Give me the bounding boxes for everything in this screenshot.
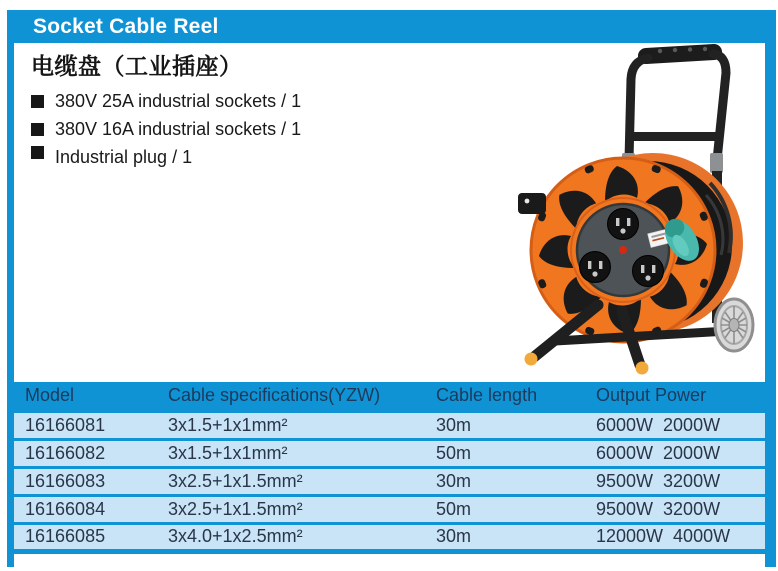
list-item: [31, 87, 301, 115]
cell-cable-length: 50m: [436, 498, 472, 519]
list-item: [31, 115, 301, 143]
column-header-cable-length: Cable length: [436, 385, 538, 406]
square-bullet-icon: [31, 95, 44, 108]
cell-output-power: 9500W 3200W: [596, 498, 721, 519]
table-row: [14, 439, 765, 467]
column-header-output-power: Output Power: [596, 385, 707, 406]
cell-output-power: 6000W 2000W: [596, 442, 721, 463]
list-item: [31, 143, 301, 171]
section-banner: [14, 10, 765, 43]
subtitle-chinese: 电缆盘（工业插座）: [31, 53, 243, 79]
cell-model: 16166083: [25, 470, 106, 491]
table-header-row: [14, 382, 765, 411]
cell-cable-length: 30m: [436, 414, 472, 435]
cell-cable-spec: 3x1.5+1x1mm²: [168, 414, 288, 435]
rear-wheel: [715, 299, 753, 351]
page-frame: [7, 10, 776, 567]
cell-output-power: 6000W 2000W: [596, 414, 721, 435]
foot-cap: [636, 362, 649, 375]
cell-cable-spec: 3x1.5+1x1mm²: [168, 442, 288, 463]
socket-outlet-icon: [580, 252, 611, 283]
cell-model: 16166085: [25, 526, 106, 546]
table-row: [14, 467, 765, 495]
cell-cable-spec: 3x2.5+1x1.5mm²: [168, 470, 303, 491]
cell-cable-length: 30m: [436, 470, 472, 491]
feature-list: [31, 87, 301, 171]
feature-label: 380V 16A industrial sockets / 1: [55, 118, 302, 139]
cell-model: 16166084: [25, 498, 106, 519]
table-row: [14, 523, 765, 551]
cell-output-power: 12000W 4000W: [596, 526, 731, 546]
cell-output-power: 9500W 3200W: [596, 470, 721, 491]
cell-cable-spec: 3x4.0+1x2.5mm²: [168, 526, 303, 546]
content-area: [14, 43, 765, 382]
spec-table: [14, 382, 765, 554]
feature-label: 380V 25A industrial sockets / 1: [55, 90, 302, 111]
socket-outlet-icon: [633, 256, 664, 287]
page-title: Socket Cable Reel: [33, 14, 219, 38]
column-header-model: Model: [25, 385, 75, 406]
cell-model: 16166082: [25, 442, 106, 463]
foot-cap: [525, 353, 538, 366]
table-row: [14, 495, 765, 523]
cell-cable-length: 30m: [436, 526, 472, 546]
column-header-cable-specifications: Cable specifications(YZW): [168, 385, 381, 406]
side-switch: [518, 193, 546, 214]
cable-reel: [518, 153, 743, 342]
feature-label: Industrial plug / 1: [55, 146, 193, 167]
square-bullet-icon: [31, 123, 44, 136]
product-photo: [510, 43, 765, 382]
cell-model: 16166081: [25, 414, 106, 435]
indicator-dot: [619, 246, 627, 254]
socket-outlet-icon: [608, 209, 639, 240]
cell-cable-length: 50m: [436, 442, 472, 463]
table-row: [14, 411, 765, 439]
cell-cable-spec: 3x2.5+1x1.5mm²: [168, 498, 303, 519]
square-bullet-icon: [31, 146, 44, 159]
